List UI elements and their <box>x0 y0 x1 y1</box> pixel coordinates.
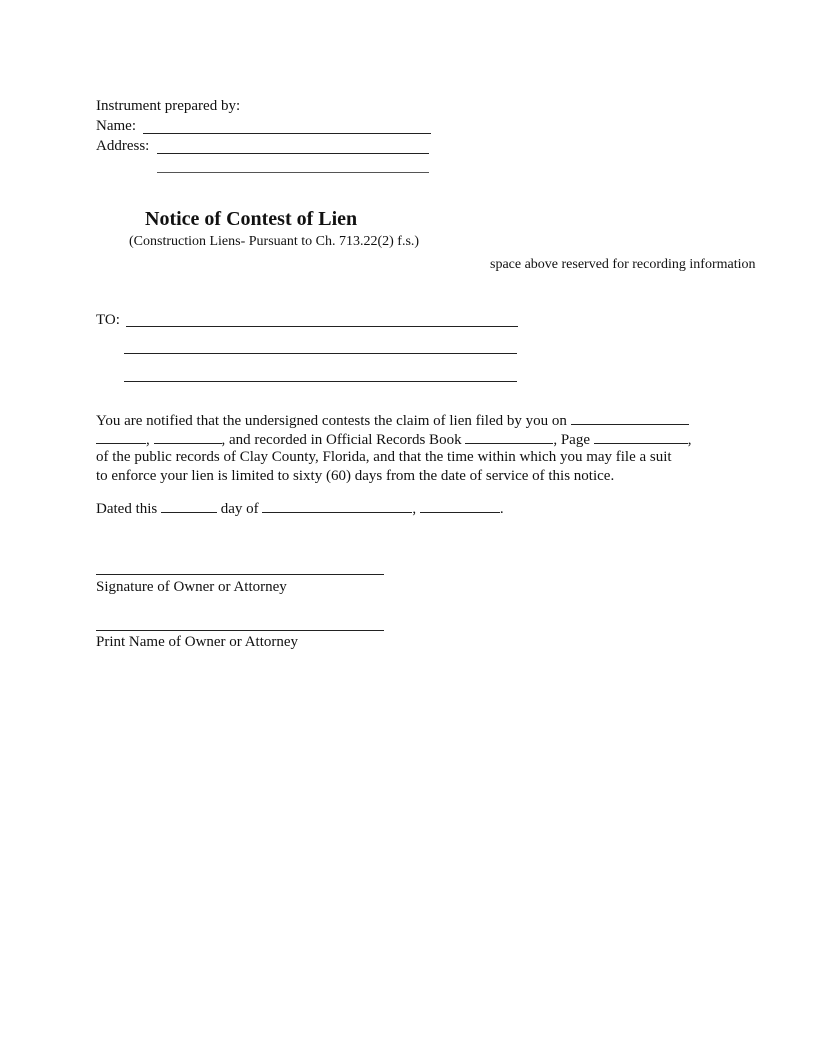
comma: , <box>146 432 150 448</box>
to-field-1[interactable] <box>126 326 518 327</box>
page-label: , Page <box>553 432 590 448</box>
lien-filed-date-field[interactable] <box>571 411 689 425</box>
body-line-2 <box>96 430 692 448</box>
document-subtitle: (Construction Liens- Pursuant to Ch. 713.22(2) f.s.) <box>129 234 420 249</box>
comma: , <box>687 432 692 448</box>
to-field-2[interactable] <box>124 353 517 354</box>
body-line-1-text: You are notified that the undersigned contests the claim of lien filed by you on <box>96 413 567 429</box>
lien-filed-year-field[interactable] <box>154 430 222 444</box>
year-field[interactable] <box>420 499 500 513</box>
page-field[interactable] <box>594 430 688 444</box>
recording-note: space above reserved for recording information <box>490 257 756 272</box>
to-field-3[interactable] <box>124 381 517 382</box>
month-field[interactable] <box>262 499 412 513</box>
dated-prefix: Dated this <box>96 501 158 517</box>
body-line-1 <box>96 411 689 429</box>
day-of-label: day of <box>220 501 259 517</box>
period: . <box>499 501 504 517</box>
preparer-name-field[interactable] <box>143 133 431 134</box>
day-field[interactable] <box>161 499 217 513</box>
to-label: TO: <box>96 312 120 328</box>
preparer-address-label: Address: <box>96 138 150 154</box>
body-line-3: of the public records of Clay County, Florida, and that the time within which you may file a suit <box>96 449 672 465</box>
document-title: Notice of Contest of Lien <box>145 208 358 230</box>
records-book-field[interactable] <box>465 430 553 444</box>
print-name-label: Print Name of Owner or Attorney <box>96 634 299 650</box>
body-line-2-text: , and recorded in Official Records Book <box>221 432 462 448</box>
print-name-field[interactable] <box>96 630 384 631</box>
preparer-name-label: Name: <box>96 118 136 134</box>
body-line-4: to enforce your lien is limited to sixty (60) days from the date of service of this notice. <box>96 468 615 484</box>
comma: , <box>412 501 417 517</box>
signature-field[interactable] <box>96 574 384 575</box>
preparer-address-field-2[interactable] <box>157 172 429 173</box>
preparer-heading: Instrument prepared by: <box>96 98 241 114</box>
preparer-address-field-1[interactable] <box>157 153 429 154</box>
dated-line <box>96 499 504 517</box>
signature-label: Signature of Owner or Attorney <box>96 579 287 595</box>
lien-filed-date-field-cont[interactable] <box>96 430 146 444</box>
